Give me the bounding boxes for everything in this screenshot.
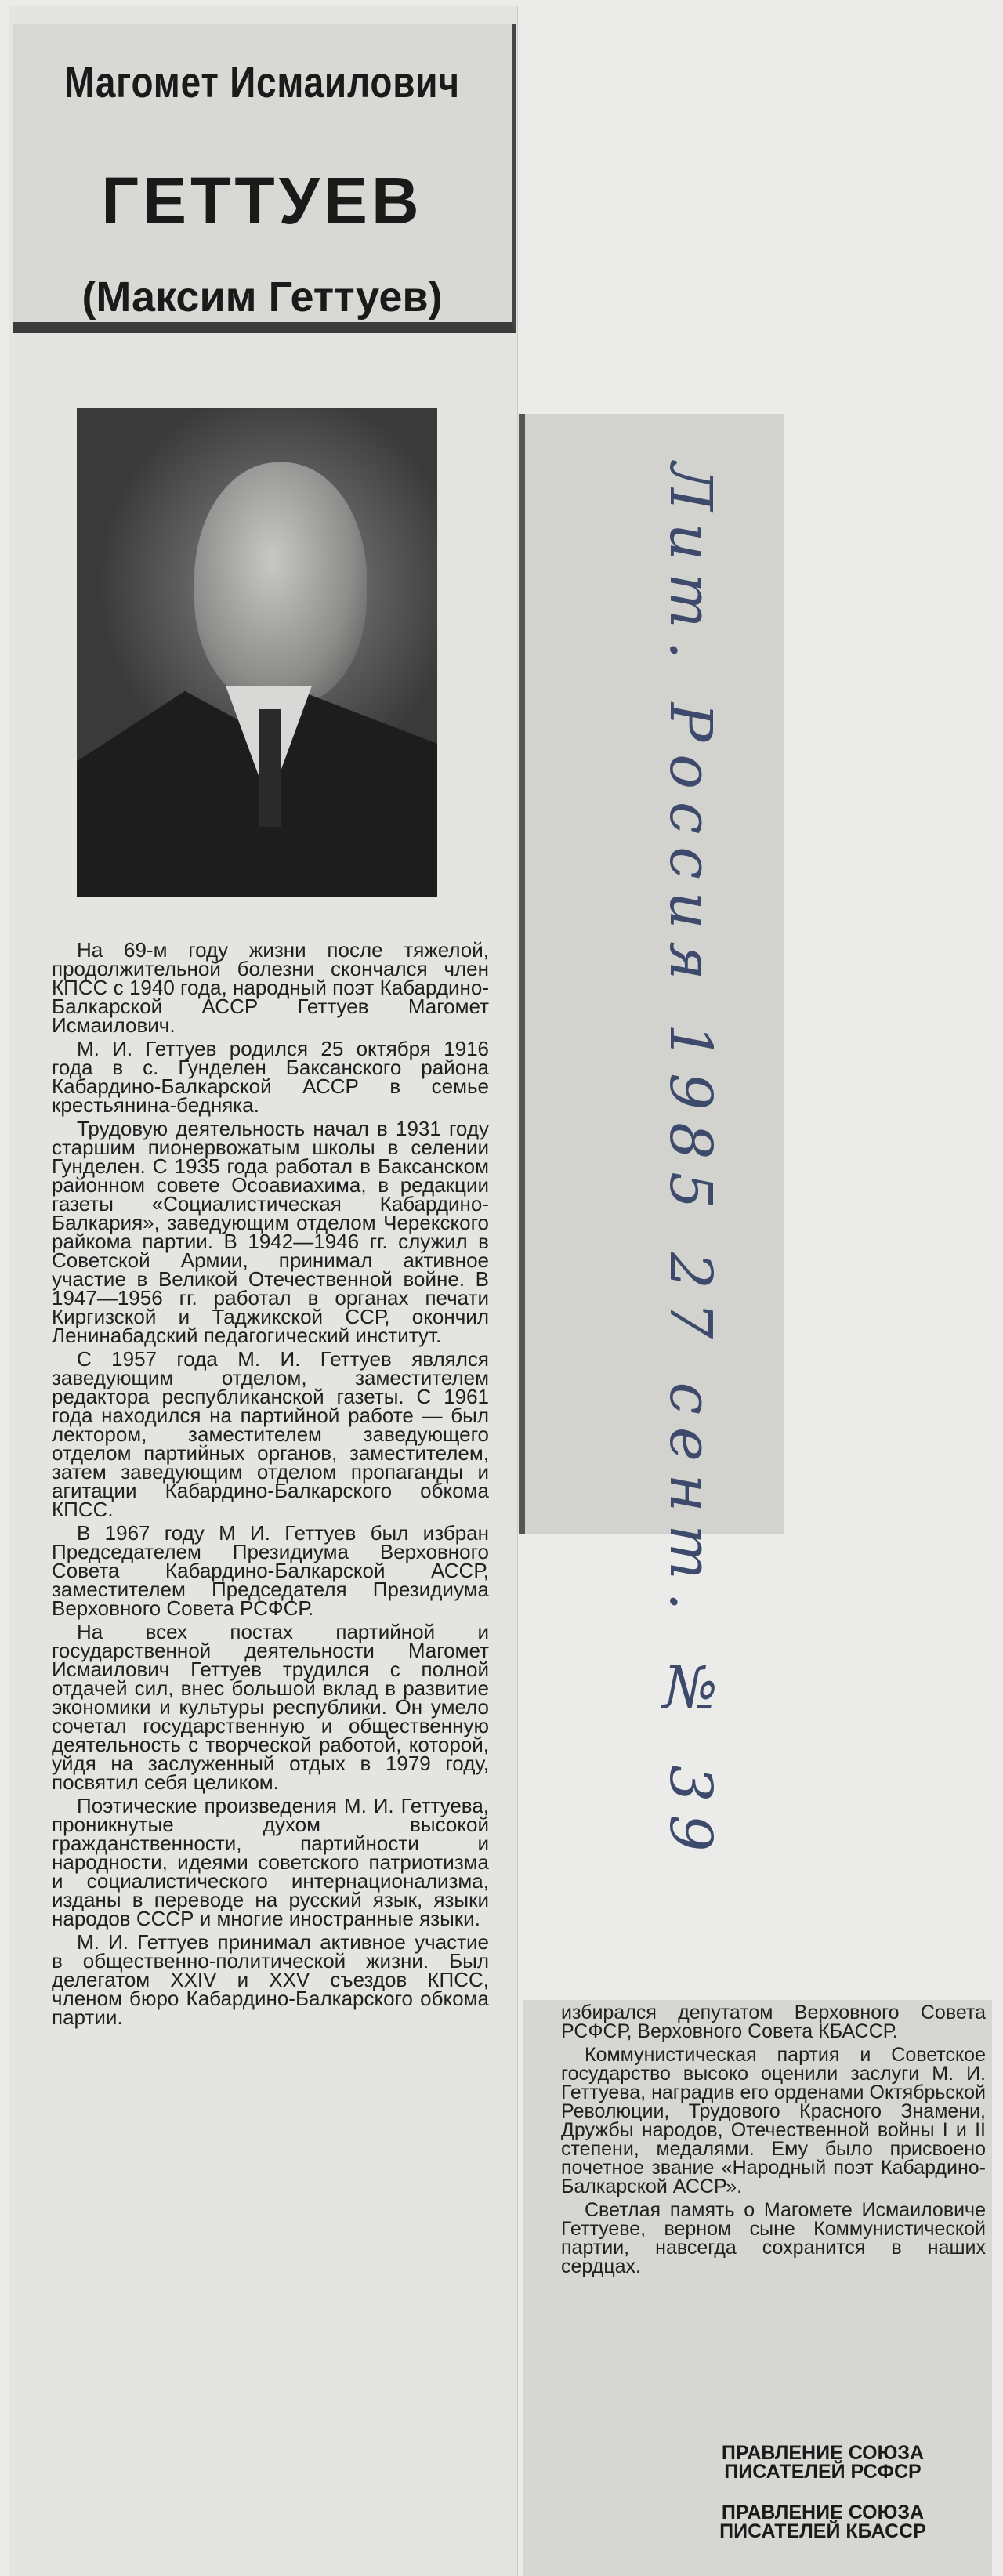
handwritten-note-strip (519, 414, 784, 1534)
header-full-name: Магомет Исмаилович (64, 57, 460, 107)
article-paragraph: М. И. Геттуев родился 25 октября 1916 года в с. Гунделен Баксанского района Кабардино-Балкарской АССР в семье крестьянина-бедняка. (52, 1037, 489, 1117)
article-paragraph: Поэтические произведения М. И. Геттуева, проникнутые духом высокой гражданственности, партийности и народности, идеями советского патриотизма и социалистического интернационализма, изданы в переводе на русский язык, языки народов СССР и многие иностранные языки. (52, 1794, 489, 1930)
article-paragraph: В 1967 году М И. Геттуев был избран Председателем Президиума Верховного Совета Кабардино-Балкарской АССР, заместителем Председателя Президиума Верховного Совета РСФСР. (52, 1521, 489, 1620)
article-paragraph: На 69-м году жизни после тяжелой, продолжительной болезни скончался член КПСС с 1940 года, народный поэт Кабардино-Балкарской АССР Геттуев Магомет Исмаилович. (52, 938, 489, 1037)
portrait-face (194, 462, 367, 705)
article-paragraph: С 1957 года М. И. Геттуев являлся заведующим отделом, заместителем редактора республиканской газеты. С 1961 года находился на партийной работе — был лектором, заместителем заведующего отделом партийных органов, заместителем, затем заведующим отделом пропаганды и агитации Кабардино-Балкарского обкома КПСС. (52, 1347, 489, 1521)
article-paragraph: М. И. Геттуев принимал активное участие в общественно-политической жизни. Был делегатом XXIV и XXV съездов КПСС, членом бюро Кабардино-Балкарского обкома партии. (52, 1930, 489, 2029)
continuation-text (561, 2003, 986, 2281)
header-pseudonym: (Максим Геттуев) (81, 274, 443, 321)
handwritten-source-note: Лит. Россия 1985 27 сент. № 39 (657, 462, 724, 1864)
continuation-paragraph: избирался депутатом Верховного Совета РСФСР, Верховного Совета КБАССР. (561, 2002, 986, 2042)
portrait-photo (77, 408, 437, 897)
signature-rsfsr: ПРАВЛЕНИЕ СОЮЗА ПИСАТЕЛЕЙ РСФСР (721, 2442, 925, 2483)
continuation-paragraph: Светлая память о Магомете Исмаиловиче Геттуеве, верном сыне Коммунистической партии, навсегда сохранится в наших сердцах. (561, 2199, 986, 2277)
obituary-header (13, 24, 516, 333)
header-surname: ГЕТТУЕВ (101, 164, 423, 237)
article-paragraph: Трудовую деятельность начал в 1931 году старшим пионервожатым школы в селении Гунделен. С 1935 года работал в Баксанском районном совете Осоавиахима, в редакции газеты «Социалистическая Кабардино-Балкария», заведующим отделом Черекского райкома партии. В 1942—1946 гг. служил в Советской Армии, принимал активное участие в Великой Отечественной войне. В 1947—1956 гг. работал в органах печати Киргизской и Таджикской ССР, окончил Ленинабадский педагогический институт. (52, 1117, 489, 1347)
obituary-article (52, 940, 489, 2031)
portrait-tie (259, 709, 281, 827)
signatures-block (674, 2444, 972, 2563)
article-paragraph: На всех постах партийной и государственной деятельности Магомет Исмаилович Геттуев трудился с полной отдачей сил, внес большой вклад в развитие экономики и культуры республики. Он умело сочетал государственную и общественную деятельность с творческой работой, которой, уйдя на заслуженный отдых в 1979 году, посвятил себя целиком. (52, 1620, 489, 1794)
signature-kbassr: ПРАВЛЕНИЕ СОЮЗА ПИСАТЕЛЕЙ КБАССР (719, 2502, 926, 2542)
continuation-paragraph: Коммунистическая партия и Советское государство высоко оценили заслуги М. И. Геттуева, наградив его орденами Октябрьской Революции, Трудового Красного Знамени, Дружбы народов, Отечественной войны I и II степени, медалями. Ему было присвоено почетное звание «Народный поэт Кабардино-Балкарской АССР». (561, 2044, 986, 2197)
